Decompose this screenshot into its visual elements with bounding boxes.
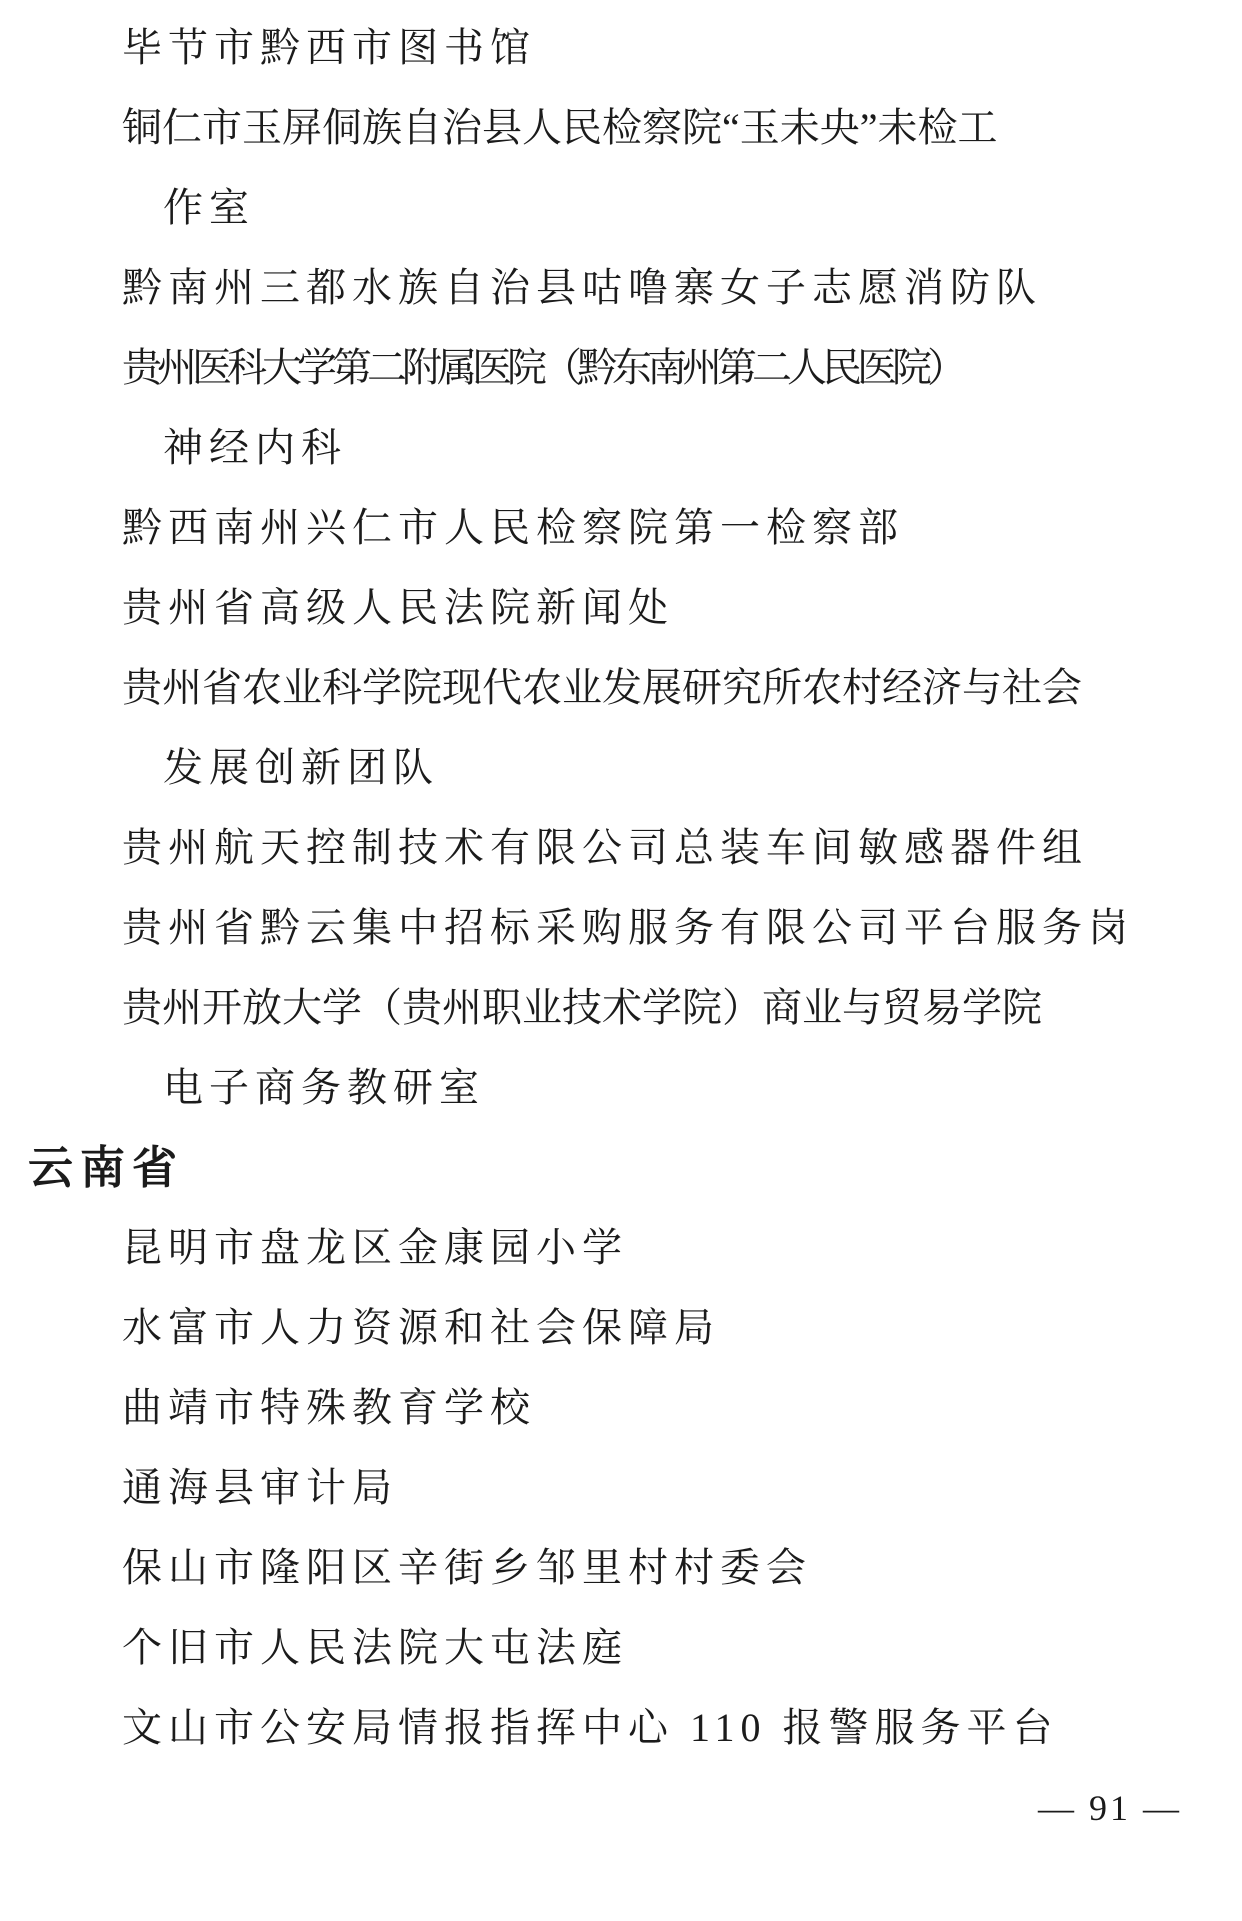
org-line: 黔南州三都水族自治县咕噜寨女子志愿消防队 xyxy=(122,265,1042,310)
page-number: — 91 — xyxy=(1038,1788,1182,1828)
org-line: 昆明市盘龙区金康园小学 xyxy=(122,1225,628,1270)
org-line: 贵州省黔云集中招标采购服务有限公司平台服务岗 xyxy=(122,905,1134,950)
org-line: 贵州省农业科学院现代农业发展研究所农村经济与社会 xyxy=(122,665,1082,710)
org-line: 贵州省高级人民法院新闻处 xyxy=(122,585,674,630)
org-line: 神经内科 xyxy=(163,425,347,470)
org-line: 文山市公安局情报指挥中心 110 报警服务平台 xyxy=(122,1705,1059,1750)
org-line: 贵州开放大学（贵州职业技术学院）商业与贸易学院 xyxy=(122,985,1042,1030)
org-name-list xyxy=(0,8,1242,1848)
org-line: 电子商务教研室 xyxy=(163,1065,485,1110)
org-line: 作室 xyxy=(163,185,255,230)
org-line: 曲靖市特殊教育学校 xyxy=(122,1385,536,1430)
org-line: 个旧市人民法院大屯法庭 xyxy=(122,1625,628,1670)
org-line: 水富市人力资源和社会保障局 xyxy=(122,1305,720,1350)
org-line: 贵州医科大学第二附属医院（黔东南州第二人民医院） xyxy=(122,345,962,390)
province-heading: 云南省 xyxy=(28,1142,185,1193)
org-line: 贵州航天控制技术有限公司总装车间敏感器件组 xyxy=(122,825,1088,870)
org-line: 保山市隆阳区辛街乡邹里村村委会 xyxy=(122,1545,812,1590)
org-line: 通海县审计局 xyxy=(122,1465,398,1510)
org-line: 铜仁市玉屏侗族自治县人民检察院“玉未央”未检工 xyxy=(122,105,998,150)
org-line: 黔西南州兴仁市人民检察院第一检察部 xyxy=(122,505,904,550)
org-line: 发展创新团队 xyxy=(163,745,439,790)
org-line: 毕节市黔西市图书馆 xyxy=(122,25,536,70)
